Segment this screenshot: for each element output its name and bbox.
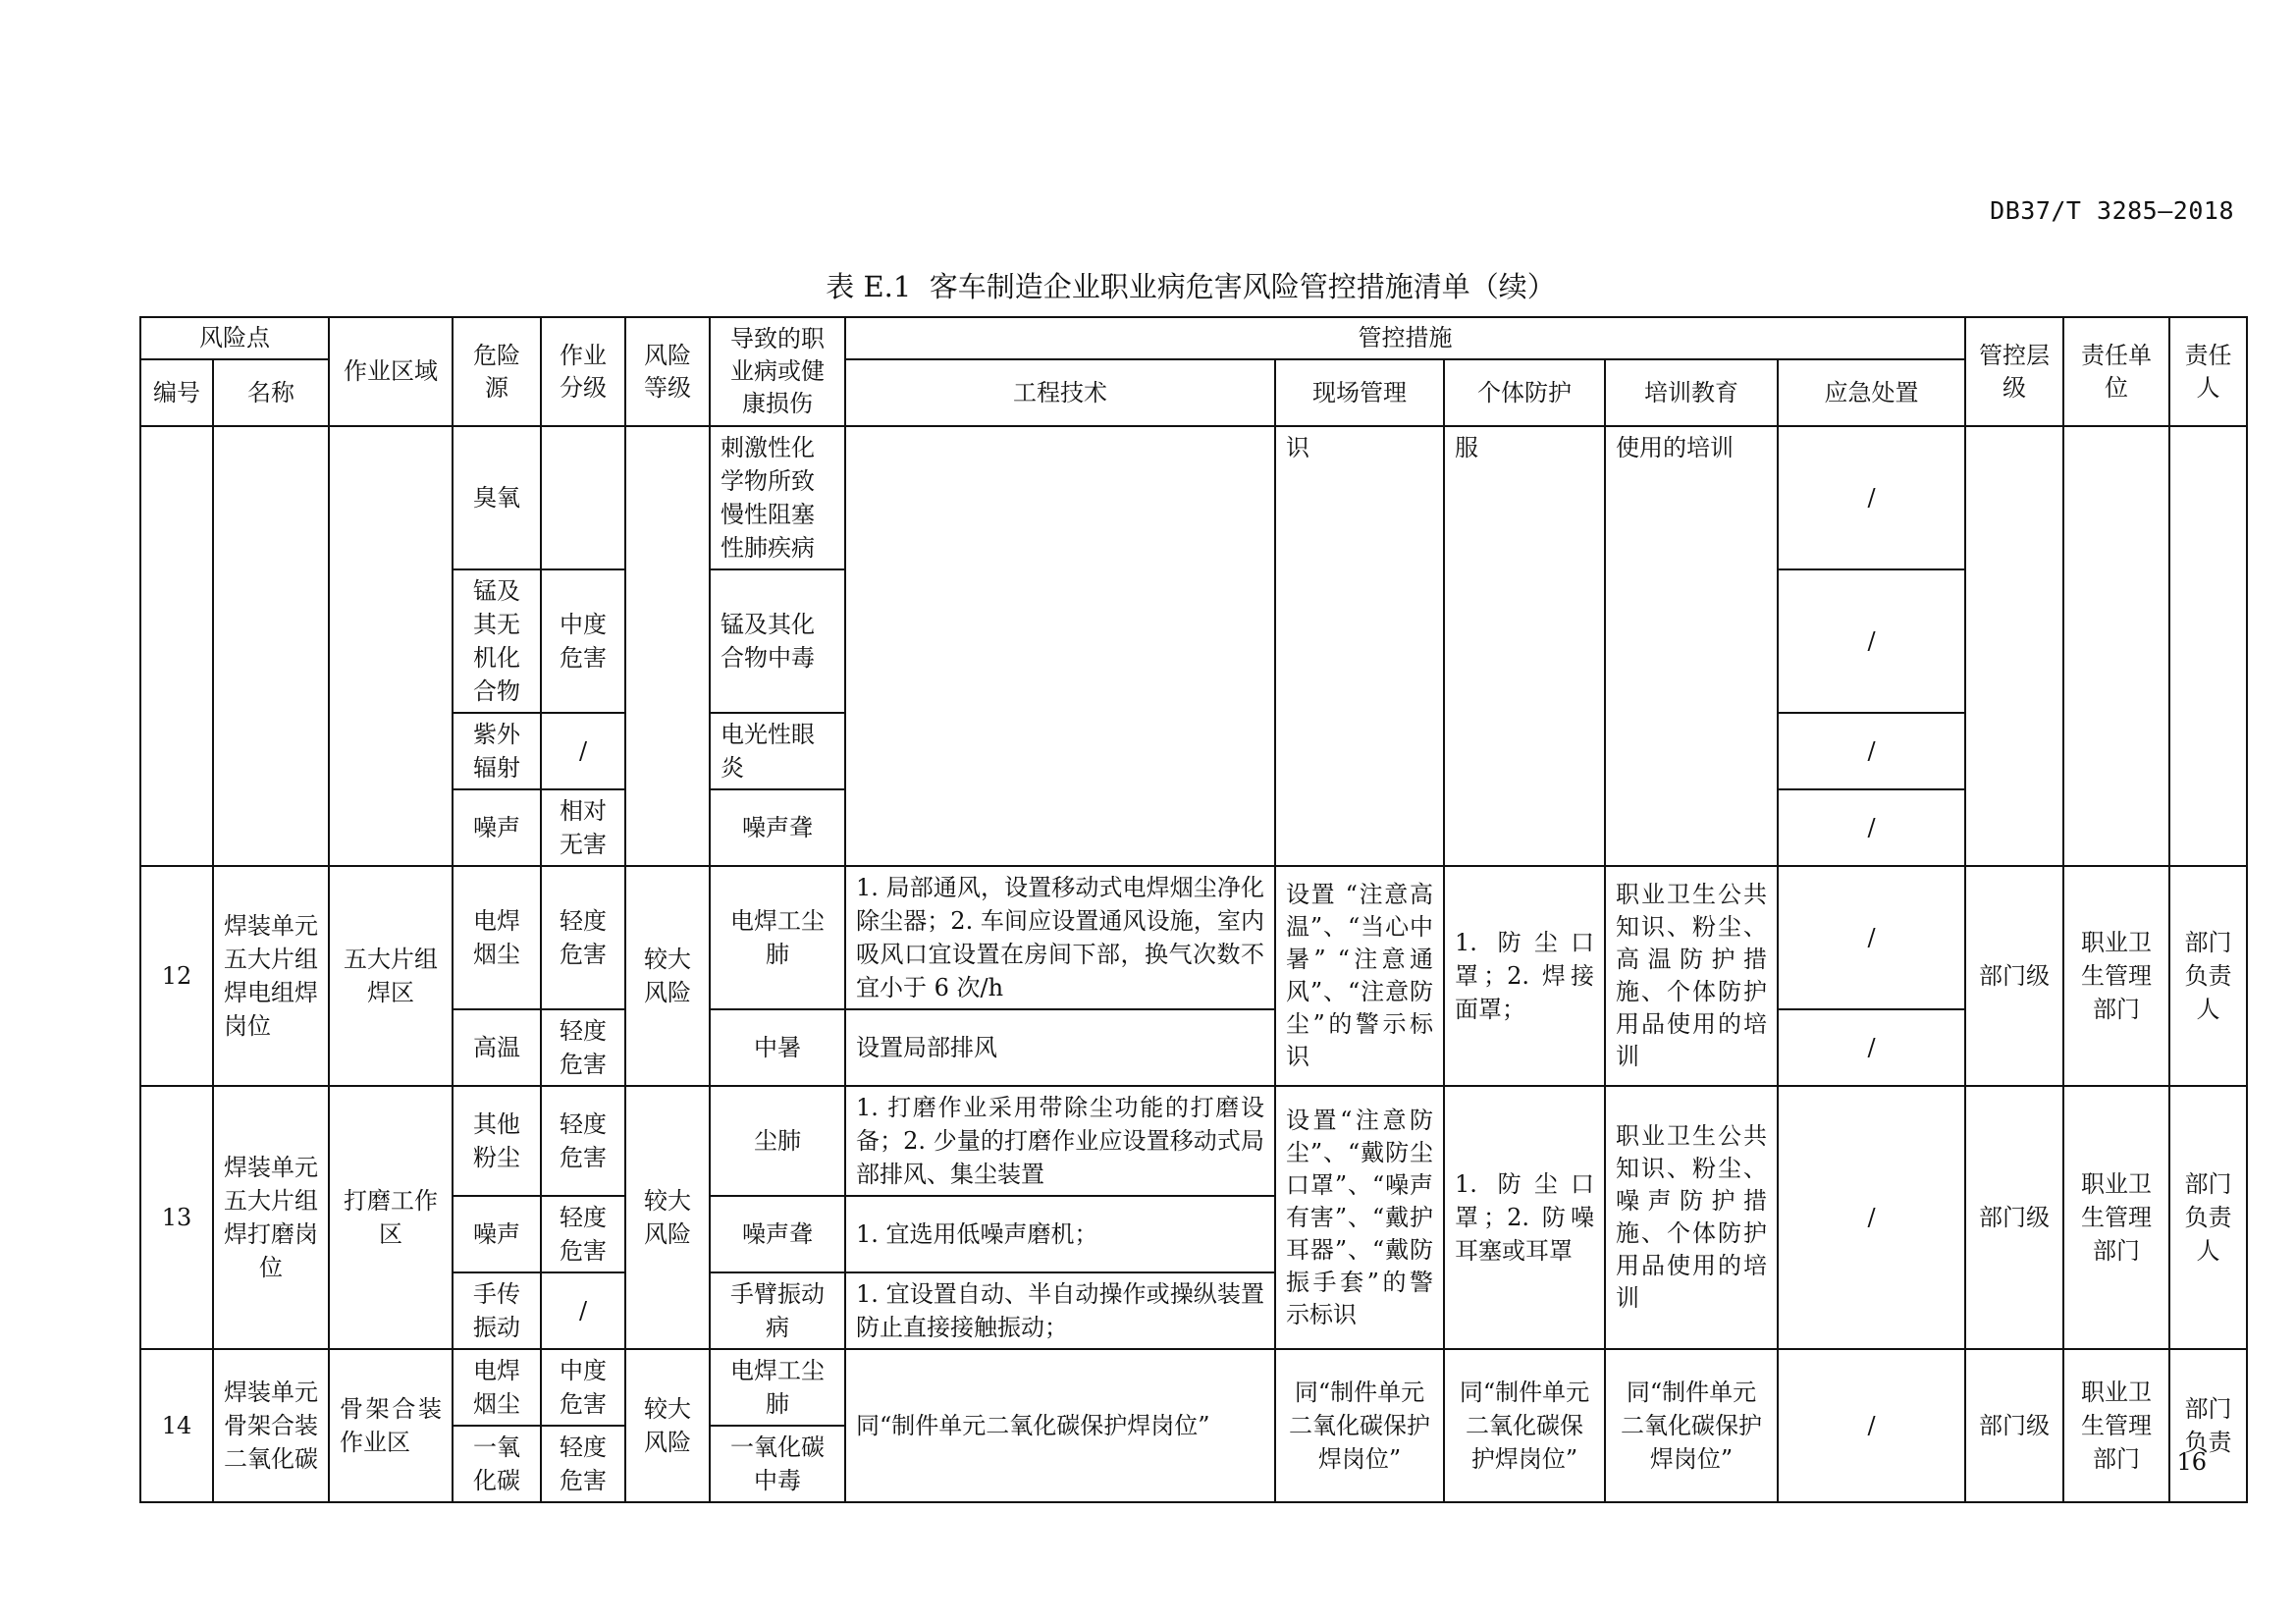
responsible-unit-cell: 职业卫生管理部门 [2063, 1349, 2169, 1502]
responsible-person-cell: 部门负责 [2169, 1349, 2247, 1502]
engineering-cell: 1. 宜选用低噪声磨机； [845, 1196, 1275, 1272]
row-number: 12 [140, 866, 213, 1086]
grade-cell: 中度危害 [541, 1349, 625, 1426]
row-number: 13 [140, 1086, 213, 1349]
table-row [140, 426, 2247, 569]
work-area-cell: 骨架合装作业区 [329, 1349, 453, 1502]
personal-protection-cell: 1. 防尘口罩；2. 焊接面罩； [1444, 866, 1605, 1086]
grade-cell: / [541, 1272, 625, 1349]
page-number: 16 [2176, 1448, 2207, 1476]
personal-protection-cell: 同“制件单元二氧化碳保护焊岗位” [1444, 1349, 1605, 1502]
no-header: 编号 [140, 359, 213, 426]
responsible-person-cell: 部门负责人 [2169, 1086, 2247, 1349]
disease-cell: 电光性眼炎 [710, 713, 845, 789]
work-grade-header: 作业分级 [541, 317, 625, 426]
training-cell: 职业卫生公共知识、粉尘、高温防护措施、个体防护用品使用的培训 [1605, 866, 1778, 1086]
hazard-cell: 电焊烟尘 [453, 1349, 541, 1426]
disease-cell: 锰及其化合物中毒 [710, 569, 845, 713]
work-area-header: 作业区域 [329, 317, 453, 426]
hazard-cell: 高温 [453, 1009, 541, 1086]
risk-level-cell: 较大风险 [625, 866, 710, 1086]
responsible-unit-cell: 职业卫生管理部门 [2063, 1086, 2169, 1349]
risk-level-cell: 较大风险 [625, 1349, 710, 1502]
continued-unit-cell [2063, 426, 2169, 866]
hazard-cell: 臭氧 [453, 426, 541, 569]
work-area-cell: 五大片组焊区 [329, 866, 453, 1086]
header-row-1 [140, 317, 2247, 359]
emergency-cell: / [1778, 866, 1965, 1009]
disease-cell: 中暑 [710, 1009, 845, 1086]
hazard-source-header: 危险源 [453, 317, 541, 426]
disease-cell: 电焊工尘肺 [710, 1349, 845, 1426]
risk-level-header: 风险等级 [625, 317, 710, 426]
row-number: 14 [140, 1349, 213, 1502]
table-row [140, 1086, 2247, 1196]
table-title: 表 E.1 客车制造企业职业病危害风险管控措施清单（续） [826, 270, 1556, 303]
disease-cell: 一氧化碳中毒 [710, 1426, 845, 1502]
emergency-cell: / [1778, 426, 1965, 569]
engineering-cell: 设置局部排风 [845, 1009, 1275, 1086]
document-code: DB37/T 3285—2018 [1990, 196, 2234, 225]
table-row [140, 1009, 2247, 1086]
control-measures-header: 管控措施 [845, 317, 1965, 359]
emergency-cell: / [1778, 1009, 1965, 1086]
grade-cell: 轻度危害 [541, 1426, 625, 1502]
hazard-cell: 手传振动 [453, 1272, 541, 1349]
disease-header: 导致的职业病或健康损伤 [710, 317, 845, 426]
post-name-cell: 焊装单元骨架合装二氧化碳 [213, 1349, 329, 1502]
table-row [140, 1349, 2247, 1426]
site-management-cell: 同“制件单元二氧化碳保护焊岗位” [1275, 1349, 1444, 1502]
responsible-unit-cell: 职业卫生管理部门 [2063, 866, 2169, 1086]
hazard-cell: 其他粉尘 [453, 1086, 541, 1196]
continued-site-management-cell: 识 [1275, 426, 1444, 866]
emergency-cell: / [1778, 569, 1965, 713]
training-cell: 职业卫生公共知识、粉尘、噪声防护措施、个体防护用品使用的培训 [1605, 1086, 1778, 1349]
responsible-person-cell: 部门负责人 [2169, 866, 2247, 1086]
disease-cell: 电焊工尘肺 [710, 866, 845, 1009]
site-management-cell: 设置“注意防尘”、“戴防尘口罩”、“噪声有害”、“戴护耳器”、“戴防振手套”的警示标识 [1275, 1086, 1444, 1349]
disease-cell: 尘肺 [710, 1086, 845, 1196]
disease-cell: 噪声聋 [710, 1196, 845, 1272]
site-management-header: 现场管理 [1275, 359, 1444, 426]
grade-cell: 轻度危害 [541, 1196, 625, 1272]
hazard-cell: 紫外辐射 [453, 713, 541, 789]
continued-person-cell [2169, 426, 2247, 866]
name-header: 名称 [213, 359, 329, 426]
control-level-cell: 部门级 [1965, 1349, 2063, 1502]
engineering-cell: 同“制件单元二氧化碳保护焊岗位” [845, 1349, 1275, 1502]
risk-level-cell: 较大风险 [625, 1086, 710, 1349]
grade-cell: 相对无害 [541, 789, 625, 866]
continued-area-cell [329, 426, 453, 866]
continued-no-cell [140, 426, 213, 866]
training-header: 培训教育 [1605, 359, 1778, 426]
personal-protection-cell: 1. 防尘口罩；2. 防噪耳塞或耳罩 [1444, 1086, 1605, 1349]
control-level-cell: 部门级 [1965, 866, 2063, 1086]
grade-cell: 轻度危害 [541, 1086, 625, 1196]
engineering-cell: 1. 打磨作业采用带除尘功能的打磨设备；2. 少量的打磨作业应设置移动式局部排风、集尘装置 [845, 1086, 1275, 1196]
grade-cell: 轻度危害 [541, 866, 625, 1009]
hazard-cell: 电焊烟尘 [453, 866, 541, 1009]
engineering-cell: 1. 宜设置自动、半自动操作或操纵装置防止直接接触振动； [845, 1272, 1275, 1349]
personal-protection-header: 个体防护 [1444, 359, 1605, 426]
hazard-cell: 噪声 [453, 1196, 541, 1272]
emergency-cell: / [1778, 1086, 1965, 1349]
disease-cell: 刺激性化学物所致慢性阻塞性肺疾病 [710, 426, 845, 569]
hazard-cell: 噪声 [453, 789, 541, 866]
disease-cell: 手臂振动病 [710, 1272, 845, 1349]
emergency-cell: / [1778, 713, 1965, 789]
control-level-header: 管控层级 [1965, 317, 2063, 426]
emergency-cell: / [1778, 1349, 1965, 1502]
site-management-cell: 设置 “注意高温”、“当心中暑” “注意通风”、“注意防尘”的警示标识 [1275, 866, 1444, 1086]
grade-cell: / [541, 713, 625, 789]
post-name-cell: 焊装单元五大片组焊电组焊岗位 [213, 866, 329, 1086]
continued-control-level-cell [1965, 426, 2063, 866]
post-name-cell: 焊装单元五大片组焊打磨岗位 [213, 1086, 329, 1349]
engineering-header: 工程技术 [845, 359, 1275, 426]
risk-point-header: 风险点 [140, 317, 329, 359]
control-level-cell: 部门级 [1965, 1086, 2063, 1349]
emergency-cell: / [1778, 789, 1965, 866]
continued-personal-protection-cell: 服 [1444, 426, 1605, 866]
hazard-cell: 锰及其无机化合物 [453, 569, 541, 713]
emergency-header: 应急处置 [1778, 359, 1965, 426]
continued-name-cell [213, 426, 329, 866]
engineering-cell: 1. 局部通风，设置移动式电焊烟尘净化除尘器；2. 车间应设置通风设施，室内吸风口宜设置在房间下部，换气次数不宜小于 6 次/h [845, 866, 1275, 1009]
hazard-cell: 一氧化碳 [453, 1426, 541, 1502]
continued-training-cell: 使用的培训 [1605, 426, 1778, 866]
work-area-cell: 打磨工作区 [329, 1086, 453, 1349]
training-cell: 同“制件单元二氧化碳保护焊岗位” [1605, 1349, 1778, 1502]
responsible-person-header: 责任人 [2169, 317, 2247, 426]
continued-risk-level-cell [625, 426, 710, 866]
responsible-unit-header: 责任单位 [2063, 317, 2169, 426]
disease-cell: 噪声聋 [710, 789, 845, 866]
risk-control-table [139, 316, 2248, 1503]
continued-engineering-cell [845, 426, 1275, 866]
grade-cell: 中度危害 [541, 569, 625, 713]
table-row [140, 866, 2247, 1009]
grade-cell: 轻度危害 [541, 1009, 625, 1086]
grade-cell [541, 426, 625, 569]
